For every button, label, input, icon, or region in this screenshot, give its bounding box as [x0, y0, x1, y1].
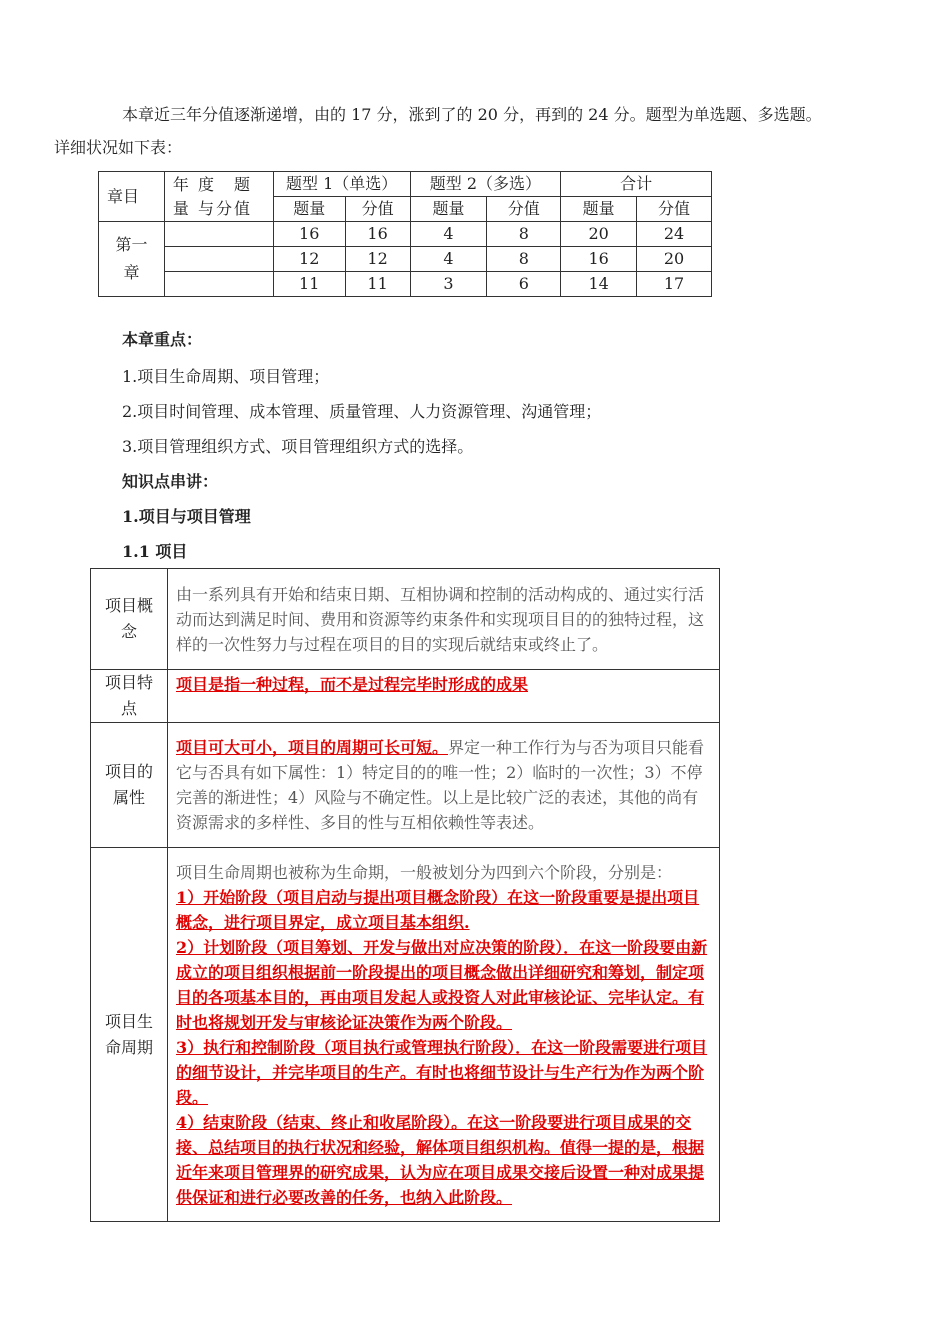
stage-item: 2）计划阶段（项目筹划、开发与做出对应决策的阶段）．在这一阶段要由新成立的项目组织根据前一阶段提出的项目概念做出详细研究和筹划，制定项目的各项基本目的，再由项目发起人或投资人对此审核论证、完毕认定。有时也将规划开发与审核论证决策作为两个阶段。 — [176, 937, 708, 1032]
year-cell — [164, 272, 273, 297]
cell: 12 — [345, 247, 410, 272]
count-subheader: 题量 — [410, 197, 487, 222]
project-table — [90, 568, 720, 1222]
score-subheader: 分值 — [637, 197, 712, 222]
row-label: 项目生命周期 — [91, 848, 168, 1222]
highlight-text: 项目可大可小，项目的周期可长可短。 — [176, 738, 449, 757]
cell: 17 — [637, 272, 712, 297]
body-text: 项目生命周期也被称为生命期，一般被划分为四到六个阶段，分别是： — [176, 862, 673, 882]
cell: 11 — [345, 272, 410, 297]
cell: 8 — [487, 222, 561, 247]
year-cell — [164, 222, 273, 247]
cell: 11 — [273, 272, 345, 297]
year-cell — [164, 247, 273, 272]
cell: 20 — [637, 247, 712, 272]
intro-line-2: 详细状况如下表： — [54, 138, 183, 157]
stage-item: 1）开始阶段（项目启动与提出项目概念阶段）在这一阶段重要是提出项目概念，进行项目界定，成立项目基本组织. — [176, 887, 700, 932]
cell: 4 — [410, 247, 487, 272]
key-point-item: 2.项目时间管理、成本管理、质量管理、人力资源管理、沟通管理； — [122, 402, 602, 421]
cell: 14 — [561, 272, 637, 297]
cell: 6 — [487, 272, 561, 297]
cell: 3 — [410, 272, 487, 297]
row-content — [168, 848, 720, 1222]
row-content: 由一系列具有开始和结束日期、互相协调和控制的活动构成的、通过实行活动而达到满足时间、费用和资源等约束条件和实现项目目的的独特过程，这样的一次性努力与过程在项目的目的实现后就结束或终止了。 — [168, 569, 720, 670]
score-subheader: 分值 — [487, 197, 561, 222]
subsection-heading: 1.1 项目 — [122, 542, 188, 561]
chapter-cell: 第一章 — [99, 222, 165, 297]
count-subheader: 题量 — [561, 197, 637, 222]
table-row — [99, 272, 712, 297]
row-content — [168, 723, 720, 848]
stage-item: 3）执行和控制阶段（项目执行或管理执行阶段）．在这一阶段需要进行项目的细节设计，并完毕项目的生产。有时也将细节设计与生产行为作为两个阶段。 — [176, 1037, 708, 1107]
row-content — [168, 670, 720, 723]
chapter-header: 章目 — [99, 172, 165, 222]
type2-header: 题型 2（多选） — [410, 172, 561, 197]
table-row — [91, 723, 720, 848]
key-points-heading: 本章重点： — [122, 330, 203, 349]
score-table — [98, 171, 712, 297]
table-row — [99, 222, 712, 247]
row-label: 项目概念 — [91, 569, 168, 670]
cell: 4 — [410, 222, 487, 247]
cell: 16 — [273, 222, 345, 247]
intro-paragraph — [54, 98, 888, 164]
score-subheader: 分值 — [345, 197, 410, 222]
count-subheader: 题量 — [273, 197, 345, 222]
cell: 12 — [273, 247, 345, 272]
table-row — [91, 848, 720, 1222]
body-text: 界定一种工作行为与否为项目只能看它与否具有如下属性：1）特定目的的唯一性；2）临时的一次性；3）不停完善的渐进性；4）风险与不确定性。以上是比较广泛的表述，其他的尚有资源需求的多样性、多目的性与互相依赖性等表述。 — [176, 738, 705, 832]
cell: 24 — [637, 222, 712, 247]
table-row — [91, 670, 720, 723]
year-header: 年 度 题 量 与分值 — [164, 172, 273, 222]
stage-item: 4）结束阶段（结束、终止和收尾阶段）。在这一阶段要进行项目成果的交接、总结项目的执行状况和经验，解体项目组织机构。值得一提的是，根据近年来项目管理界的研究成果，认为应在项目成果交接后设置一种对成果提供保证和进行必要改善的任务，也纳入此阶段。 — [176, 1112, 705, 1207]
key-point-item: 3.项目管理组织方式、项目管理组织方式的选择。 — [122, 437, 474, 456]
cell: 20 — [561, 222, 637, 247]
total-header: 合计 — [561, 172, 712, 197]
cell: 16 — [561, 247, 637, 272]
key-point-item: 1.项目生命周期、项目管理； — [122, 367, 330, 386]
row-label: 项目特点 — [91, 670, 168, 723]
type1-header: 题型 1（单选） — [273, 172, 410, 197]
intro-line-1: 本章近三年分值逐渐递增，由的 17 分，涨到了的 20 分，再到的 24 分。题型为单选题、多选题。 — [122, 105, 822, 124]
table-row — [91, 569, 720, 670]
knowledge-heading: 知识点串讲： — [122, 472, 219, 491]
highlight-text: 项目是指一种过程，而不是过程完毕时形成的成果 — [176, 675, 529, 694]
table-row — [99, 247, 712, 272]
section-heading: 1.项目与项目管理 — [122, 507, 251, 526]
cell: 16 — [345, 222, 410, 247]
cell: 8 — [487, 247, 561, 272]
row-label: 项目的属性 — [91, 723, 168, 848]
